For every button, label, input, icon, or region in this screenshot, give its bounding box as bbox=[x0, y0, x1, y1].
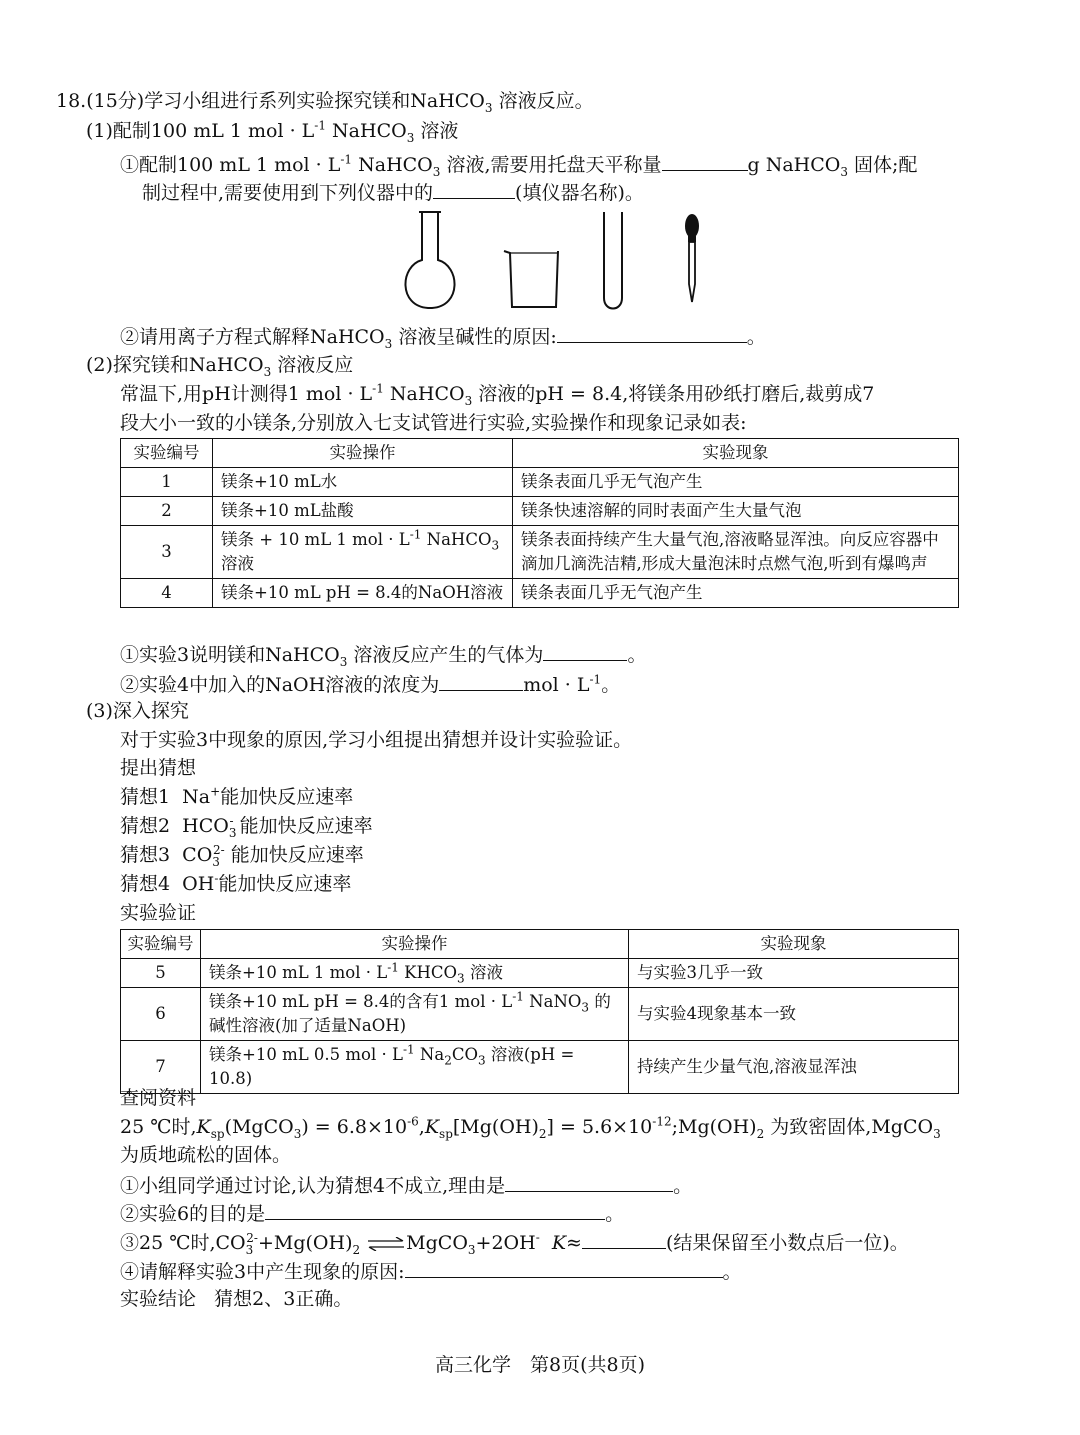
part2-q2: ②实验4中加入的NaOH溶液的浓度为 mol · $L^{-1}$。 bbox=[120, 670, 620, 698]
part1-q2: ②请用离子方程式解释NaHCO$_3$ 溶液呈碱性的原因: 。 bbox=[120, 322, 766, 350]
answer-blank-mass[interactable] bbox=[662, 150, 748, 171]
answer-blank-gas[interactable] bbox=[543, 640, 627, 661]
part1-title: (1)配制100 mL 1 mol · $L^{-1}$ NaHCO$_3$ 溶液 bbox=[86, 118, 459, 145]
round-bottom-flask-icon bbox=[390, 208, 470, 312]
test-tube-icon bbox=[598, 208, 628, 312]
equilibrium-arrow-icon bbox=[366, 1237, 406, 1251]
part3-q4: ④请解释实验3中产生现象的原因: 。 bbox=[120, 1257, 742, 1285]
part3-q3: ③25 ℃时$,CO_3^{2-}+Mg(OH)_2$ MgCO$_3$+2OH- K≈ (结果保留至小数点后一位)。 bbox=[120, 1228, 909, 1256]
table-row: 2 镁条+10 mL盐酸 镁条快速溶解的同时表面产生大量气泡 bbox=[121, 497, 959, 526]
reference-line-2: 为质地疏松的固体。 bbox=[120, 1144, 292, 1166]
conclusion: 实验结论 猜想2、3正确。 bbox=[120, 1288, 353, 1310]
part2-text-1: 常温下,用pH计测得1 mol · $L^{-1}$ NaHCO$_3$ 溶液的pH = 8.4,将镁条用砂纸打磨后,裁剪成7 bbox=[120, 381, 875, 408]
table-row: 1 镁条+10 mL水 镁条表面几乎无气泡产生 bbox=[121, 468, 959, 497]
part2-q1: ①实验3说明镁和NaHCO$_3$ 溶液反应产生的气体为 。 bbox=[120, 640, 646, 668]
table-row: 7 镁条+10 mL 0.5 mol · $L^{-1}$ $Na_2CO_3$ 溶液(pH = 10.8) 持续产生少量气泡,溶液显浑浊 bbox=[121, 1041, 959, 1094]
guess-1: 猜想1 Na+能加快反应速率 bbox=[120, 784, 354, 808]
experiment-table-1 bbox=[120, 438, 959, 608]
table-row: 3 镁条 + 10 mL 1 mol · $L^{-1}$ NaHCO$_3$ 溶液 镁条表面持续产生大量气泡,溶液略显浑浊。向反应容器中滴加几滴洗洁精,形成大量泡沫时点燃气泡,听到有爆鸣声 bbox=[121, 526, 959, 579]
page-footer: 高三化学 第8页(共8页) bbox=[434, 1354, 645, 1376]
table-header-row: 实验编号 实验操作 实验现象 bbox=[121, 439, 959, 468]
question-title: 18.(15分)学习小组进行系列实验探究镁和NaHCO$_3$ 溶液反应。 bbox=[56, 90, 594, 115]
guess-2: 猜想2 $HCO_3^-$ 能加快反应速率 bbox=[120, 813, 373, 840]
reference-line-1: 25 ℃时$,K_{sp}(MgCO_3) = 6.8\times 10^{-6},K_{sp}[Mg(OH)_2]$ = $5.6\times 10^{-12};Mg(OH)_2$ 为致密固体,MgCO$_3$ bbox=[120, 1114, 941, 1141]
table-row: 4 镁条+10 mL pH = 8.4的NaOH溶液 镁条表面几乎无气泡产生 bbox=[121, 579, 959, 608]
part1-q1-line2: 制过程中,需要使用到下列仪器中的 (填仪器名称)。 bbox=[142, 178, 644, 206]
part2-title: (2)探究镁和NaHCO$_3$ 溶液反应 bbox=[86, 354, 354, 379]
experiment-table-2 bbox=[120, 929, 959, 1094]
part3-q1: ①小组同学通过讨论,认为猜想4不成立,理由是 。 bbox=[120, 1171, 692, 1199]
question-number: 18. bbox=[56, 90, 87, 112]
answer-blank-reason[interactable] bbox=[505, 1171, 673, 1192]
part2-text-2: 段大小一致的小镁条,分别放入七支试管进行实验,实验操作和现象记录如表: bbox=[120, 412, 747, 434]
guess-4: 猜想4 OH-能加快反应速率 bbox=[120, 871, 352, 895]
answer-blank-purpose[interactable] bbox=[265, 1199, 605, 1220]
part3-text: 对于实验3中现象的原因,学习小组提出猜想并设计实验验证。 bbox=[120, 729, 633, 751]
guess-heading: 提出猜想 bbox=[120, 757, 197, 779]
dropper-icon bbox=[680, 212, 704, 304]
guess-3: 猜想3 $CO_3^{2-}$ 能加快反应速率 bbox=[120, 842, 364, 869]
table-header-row: 实验编号 实验操作 实验现象 bbox=[121, 930, 959, 959]
part3-q2: ②实验6的目的是 。 bbox=[120, 1199, 624, 1227]
table-row: 5 镁条+10 mL 1 mol · $L^{-1}$ $KHCO_3$ 溶液 与实验3几乎一致 bbox=[121, 959, 959, 988]
answer-blank-instrument[interactable] bbox=[433, 178, 515, 199]
beaker-icon bbox=[500, 245, 564, 311]
answer-blank-concentration[interactable] bbox=[439, 670, 523, 691]
verify-heading: 实验验证 bbox=[120, 902, 197, 924]
answer-blank-ion-equation[interactable] bbox=[557, 322, 747, 343]
table-row: 6 镁条+10 mL pH = 8.4的含有1 mol · $L^{-1}$ NaNO$_3$ 的 碱性溶液(加了适量NaOH) 与实验4现象基本一致 bbox=[121, 988, 959, 1041]
part1-q1: ①配制100 mL 1 mol · $L^{-1}$ NaHCO$_3$ 溶液,需要用托盘天平称量 g NaHCO$_3$ 固体;配 bbox=[120, 150, 917, 178]
part3-title: (3)深入探究 bbox=[86, 700, 189, 722]
answer-blank-explanation[interactable] bbox=[405, 1257, 723, 1278]
question-score: (15分) bbox=[86, 90, 145, 112]
reference-heading: 查阅资料 bbox=[120, 1087, 197, 1109]
answer-blank-k-value[interactable] bbox=[582, 1228, 666, 1249]
